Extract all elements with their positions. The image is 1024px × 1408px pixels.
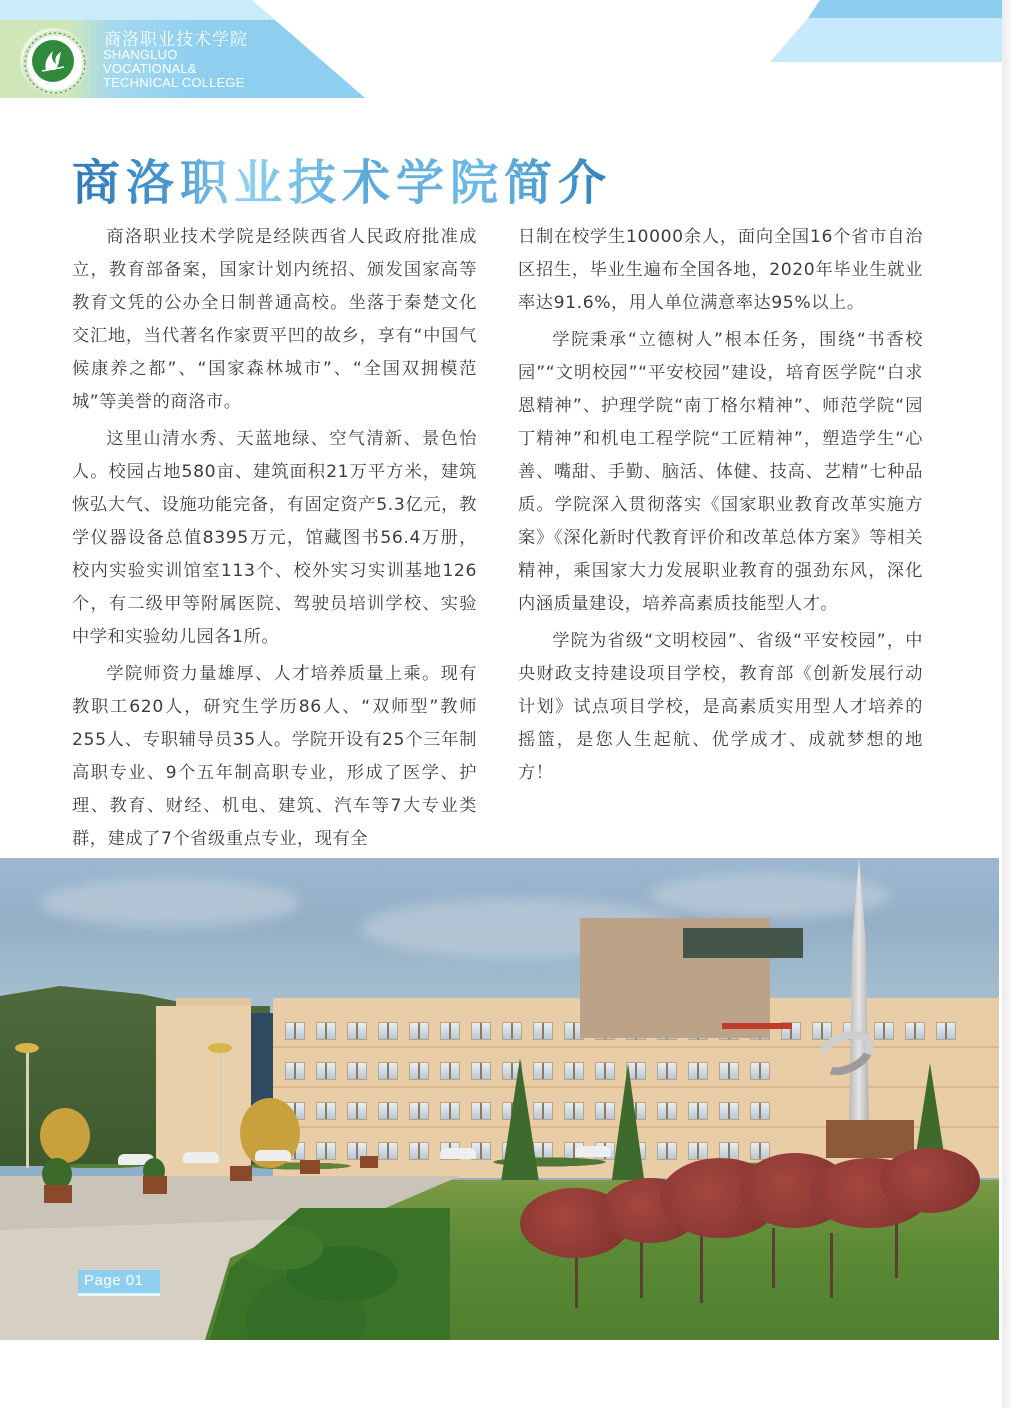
- header-en-line-2: VOCATIONAL&: [103, 61, 197, 76]
- paragraph-faculty: 学院师资力量雄厚、人才培养质量上乘。现有教职工620人，研究生学历86人、“双师型”教师255人、专职辅导员35人。学院开设有25个三年制高职专业、9个五年制高职专业，形成了医学、护理、教育、财经、机电、建筑、汽车等7大专业类群，建成了7个省级重点专业，现有全: [72, 664, 477, 849]
- header-en-line-3: TECHNICAL COLLEGE: [103, 75, 245, 90]
- college-emblem-icon: [20, 28, 86, 94]
- photo-planter: [360, 1156, 378, 1168]
- paragraph-students-continued: 日制在校学生10000余人，面向全国16个省市自治区招生，毕业生遍布全国各地，2020年毕业生就业率达91.6%，用人单位满意率达95%以上。: [518, 227, 923, 313]
- photo-tree-trunk: [772, 1228, 775, 1288]
- photo-lamp-head: [208, 1043, 232, 1053]
- photo-street-lamp: [219, 1048, 222, 1158]
- campus-building-photo: [0, 858, 999, 1340]
- page-title: 商洛职业技术学院简介: [72, 144, 612, 213]
- paragraph-honors: 学院为省级“文明校园”、省级“平安校园”，中央财政支持建设项目学校，教育部《创新发展行动计划》试点项目学校，是高素质实用型人才培养的摇篮，是您人生起航、优学成才、成就梦想的地方！: [518, 631, 923, 783]
- paragraph-intro: 商洛职业技术学院是经陕西省人民政府批准成立，教育部备案，国家计划内统招、颁发国家高等教育文凭的公办全日制普通高校。坐落于秦楚文化交汇地，当代著名作家贾平凹的故乡，享有“中国气候康养之都”、“国家森林城市”、“全国双拥模范城”等美誉的商洛市。: [72, 227, 477, 412]
- photo-sculpture-pedestal: [826, 1120, 914, 1158]
- photo-car: [440, 1148, 476, 1159]
- photo-cloud: [650, 873, 890, 918]
- header-corner-band-dark: [808, 0, 1002, 18]
- photo-tree-trunk: [700, 1228, 703, 1303]
- header-en-line-1: SHANGLUO: [103, 47, 178, 62]
- photo-building-band: [273, 1046, 999, 1048]
- page-edge-shadow: [1002, 0, 1010, 1408]
- photo-tree-trunk: [830, 1233, 833, 1298]
- photo-red-banner: [722, 1023, 792, 1029]
- photo-entrance-sign: [683, 928, 803, 958]
- photo-lamp-head: [15, 1043, 39, 1053]
- header-college-name-cn: 商洛职业技术学院: [104, 30, 248, 50]
- photo-yellow-tree: [40, 1108, 90, 1163]
- article-right-column: [518, 221, 923, 794]
- photo-planter: [44, 1185, 72, 1203]
- photo-planter: [143, 1176, 167, 1194]
- photo-planter: [230, 1166, 252, 1181]
- page-label-underline: [78, 1293, 160, 1296]
- photo-tree-trunk: [895, 1223, 898, 1278]
- page-number-text: Page 01: [84, 1272, 144, 1289]
- photo-car: [575, 1146, 611, 1157]
- header-corner-band-light: [770, 18, 1002, 62]
- photo-tree-trunk: [640, 1238, 643, 1298]
- photo-cloud: [40, 878, 300, 928]
- emblem-ring-icon: [22, 30, 88, 96]
- photo-window-row: [285, 1062, 770, 1080]
- photo-street-lamp: [26, 1048, 29, 1168]
- photo-planter: [300, 1160, 320, 1174]
- article-left-column: [72, 221, 477, 860]
- paragraph-mission: 学院秉承“立德树人”根本任务，围绕“书香校园”“文明校园”“平安校园”建设，培育医学院“白求恩精神”、护理学院“南丁格尔精神”、师范学院“园丁精神”和机电工程学院“工匠精神”，塑造学生“心善、嘴甜、手勤、脑活、体健、技高、艺精”七种品质。学院深入贯彻落实《国家职业教育改革实施方案》《深化新时代教育评价和改革总体方案》等相关精神，乘国家大力发展职业教育的强劲东风，深化内涵质量建设，培养高素质技能型人才。: [518, 330, 923, 614]
- photo-car: [183, 1152, 219, 1163]
- paragraph-campus: 这里山清水秀、天蓝地绿、空气清新、景色怡人。校园占地580亩、建筑面积21万平方米，建筑恢弘大气、设施功能完备，有固定资产5.3亿元，教学仪器设备总值8395万元，馆藏图书56.4万册，校内实验实训馆室113个、校外实习实训基地126个，有二级甲等附属医院、驾驶员培训学校、实验中学和实验幼儿园各1所。: [72, 429, 477, 647]
- photo-building-band: [273, 1086, 999, 1088]
- photo-red-leaf-tree: [880, 1148, 980, 1213]
- page-number-label: [78, 1270, 160, 1296]
- photo-car: [255, 1150, 291, 1161]
- header-college-name-en: [103, 48, 245, 90]
